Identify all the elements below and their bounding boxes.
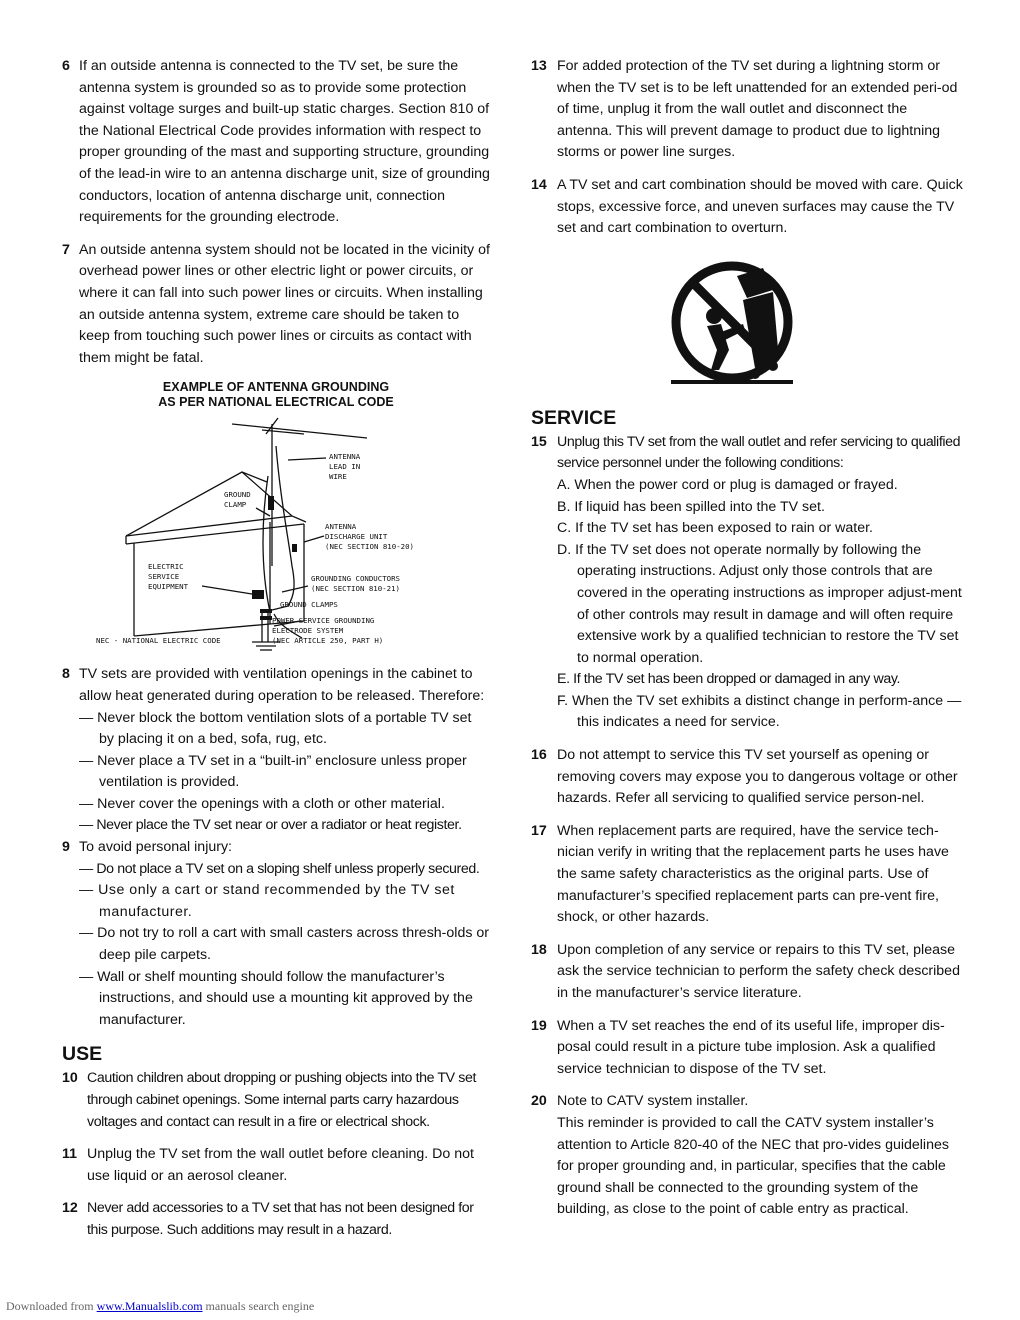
instruction-14 xyxy=(531,175,963,240)
left-column xyxy=(62,56,490,1253)
condition-f: F. When the TV set exhibits a distinct change in perform-ance — this indicates a need for service. xyxy=(557,692,962,731)
instruction-6 xyxy=(62,56,490,229)
item-number: 12 xyxy=(62,1200,78,1217)
use-heading: USE xyxy=(62,1043,103,1066)
condition-d: D. If the TV set does not operate normally by following the operating instructions. Adjust only those controls that are covered in the operating instructions as improper adjust-ment of other controls may result in damage and will often require extensive work by a qualified technician to restore the TV set to normal operation. xyxy=(557,541,962,666)
bullet: — Never place a TV set in a “built-in” enclosure unless proper ventilation is provided. xyxy=(79,752,467,791)
item-text: Caution children about dropping or pushing objects into the TV set through cabinet openings. Some internal parts carry hazardous voltages and contact can result in a fire or electrical shock. xyxy=(87,1070,476,1130)
instruction-19 xyxy=(531,1016,963,1081)
item-number: 20 xyxy=(531,1093,547,1110)
instruction-15 xyxy=(531,432,963,734)
item-text: When replacement parts are required, have the service tech-nician verify in writing that the replacement parts he uses have the same safety characteristics as the original parts. Use of manufacturer’s specified replacement parts can pre-vent fire, shock, or other hazards. xyxy=(557,822,949,926)
bullet: — Do not place a TV set on a sloping shelf unless properly secured. xyxy=(79,860,480,877)
item-number: 15 xyxy=(531,433,547,450)
condition-a: A. When the power cord or plug is damaged or frayed. xyxy=(557,476,898,493)
bullet: — Do not try to roll a cart with small casters across thresh-olds or deep pile carpets. xyxy=(79,925,489,964)
item-number: 7 xyxy=(62,241,70,258)
item-number: 17 xyxy=(531,822,547,839)
item-text: When a TV set reaches the end of its useful life, improper dis-posal could result in a picture tube implosion. Ask a qualified service technician to dispose of the TV set. xyxy=(557,1017,945,1077)
label-nec: NEC - NATIONAL ELECTRIC CODE xyxy=(96,636,221,646)
cart-tipover-warning-icon xyxy=(667,254,797,394)
item-text: Unplug this TV set from the wall outlet and refer servicing to qualified service personnel under the following conditions: xyxy=(557,433,961,472)
item-number: 14 xyxy=(531,176,547,193)
instruction-18 xyxy=(531,940,963,1005)
label-grounding-conductors: GROUNDING CONDUCTORS (NEC SECTION 810-21) xyxy=(311,574,400,594)
footer-prefix: Downloaded from xyxy=(6,1299,97,1313)
instruction-7 xyxy=(62,240,490,370)
label-power-service: POWER SERVICE GROUNDING ELECTRODE SYSTEM (NEC ARTICLE 250, PART H) xyxy=(272,616,384,646)
label-ground-clamp: GROUND CLAMP xyxy=(224,490,251,510)
item-text: For added protection of the TV set during a lightning storm or when the TV set is to be left unattended for an extended peri-od of time, unplug it from the wall outlet and disconnect the antenna. This will prevent damage to product due to lightning storms or power line surges. xyxy=(557,58,958,161)
bullet: — Never cover the openings with a cloth or other material. xyxy=(79,795,445,812)
item-number: 10 xyxy=(62,1070,78,1087)
item-text: To avoid personal injury: xyxy=(79,839,232,856)
label-electric-service: ELECTRIC SERVICE EQUIPMENT xyxy=(148,562,189,592)
item-number: 8 xyxy=(62,666,70,683)
antenna-grounding-diagram xyxy=(92,416,452,656)
item-number: 16 xyxy=(531,747,547,764)
item-text: Never add accessories to a TV set that has not been designed for this purpose. Such additions may result in a hazard. xyxy=(87,1200,474,1238)
item-text: An outside antenna system should not be located in the vicinity of overhead power lines or other electric light or power circuits, or where it can fall into such power lines or circuits. When installing an outside antenna system, extreme care should be taken to keep from touching such power lines or circuits as contact with them might be fatal. xyxy=(79,241,490,366)
right-column xyxy=(531,56,963,1232)
item-text: Note to CATV system installer. xyxy=(557,1093,749,1110)
item-text: Do not attempt to service this TV set yourself as opening or removing covers may expose you to dangerous voltage or other hazards. Refer all servicing to qualified service person-nel. xyxy=(557,747,958,807)
diagram-title-line2: AS PER NATIONAL ELECTRICAL CODE xyxy=(158,395,394,410)
instruction-8 xyxy=(62,664,490,837)
instruction-16 xyxy=(531,745,963,810)
cart-warning-symbol xyxy=(667,254,797,394)
condition-e: E. If the TV set has been dropped or damaged in any way. xyxy=(557,671,901,688)
item-number: 18 xyxy=(531,941,547,958)
item-number: 9 xyxy=(62,839,70,856)
instruction-12 xyxy=(62,1198,490,1241)
download-footer xyxy=(6,1299,314,1314)
item-text: If an outside antenna is connected to the TV set, be sure the antenna system is grounded so as to provide some protection against voltage surges and built-up static charges. Section 810 of the National Electrical Code provides information with respect to proper grounding of the mast and supporting structure, grounding of the lead-in wire to an antenna discharge unit, size of grounding conductors, location of antenna discharge unit, connection requirements for the grounding electrode. xyxy=(79,58,490,226)
bullet: — Never block the bottom ventilation slots of a portable TV set by placing it on a bed, sofa, rug, etc. xyxy=(79,709,472,748)
instruction-13 xyxy=(531,56,963,164)
item-text: A TV set and cart combination should be moved with care. Quick stops, excessive force, and uneven surfaces may cause the TV set and cart combination to overturn. xyxy=(557,176,963,237)
service-heading: SERVICE xyxy=(531,406,617,429)
instruction-11 xyxy=(62,1144,490,1187)
condition-b: B. If liquid has been spilled into the TV set. xyxy=(557,498,825,515)
instruction-17 xyxy=(531,821,963,929)
manualslib-link[interactable]: www.Manualslib.com xyxy=(96,1299,203,1313)
footer-suffix: manuals search engine xyxy=(202,1299,315,1313)
label-discharge-unit: ANTENNA DISCHARGE UNIT (NEC SECTION 810-20) xyxy=(325,522,414,552)
item-text: TV sets are provided with ventilation openings in the cabinet to allow heat generated during operation to be released. Therefore: xyxy=(79,666,485,704)
instruction-10 xyxy=(62,1068,490,1133)
item-number: 6 xyxy=(62,58,70,74)
instruction-20 xyxy=(531,1091,963,1221)
item-number: 11 xyxy=(62,1146,77,1163)
bullet: — Use only a cart or stand recommended by the TV set manufacturer. xyxy=(79,882,455,920)
bullet: — Wall or shelf mounting should follow the manufacturer’s instructions, and should use a mounting kit approved by the manufacturer. xyxy=(79,968,473,1028)
diagram-title-line1: EXAMPLE OF ANTENNA GROUNDING xyxy=(162,380,390,395)
label-antenna-lead-in: ANTENNA LEAD IN WIRE xyxy=(329,452,361,482)
item-number: 13 xyxy=(531,58,547,74)
item-text-note: This reminder is provided to call the CATV system installer’s attention to Article 820-40 of the NEC that pro-vides guidelines for proper grounding and, in particular, specifies that the cable ground shall be connected to the grounding system of the building, as close to the point of cable entry as practical. xyxy=(557,1114,949,1218)
item-text: Upon completion of any service or repairs to this TV set, please ask the service technician to perform the safety check described in the manufacturer’s service literature. xyxy=(557,941,960,1001)
diagram-title xyxy=(62,380,490,410)
item-text: Unplug the TV set from the wall outlet before cleaning. Do not use liquid or an aerosol cleaner. xyxy=(87,1146,474,1184)
item-number: 19 xyxy=(531,1017,547,1034)
instruction-9 xyxy=(62,837,490,1031)
label-ground-clamps: GROUND CLAMPS xyxy=(280,600,338,610)
condition-c: C. If the TV set has been exposed to rain or water. xyxy=(557,520,873,537)
bullet: — Never place the TV set near or over a radiator or heat register. xyxy=(79,817,462,834)
